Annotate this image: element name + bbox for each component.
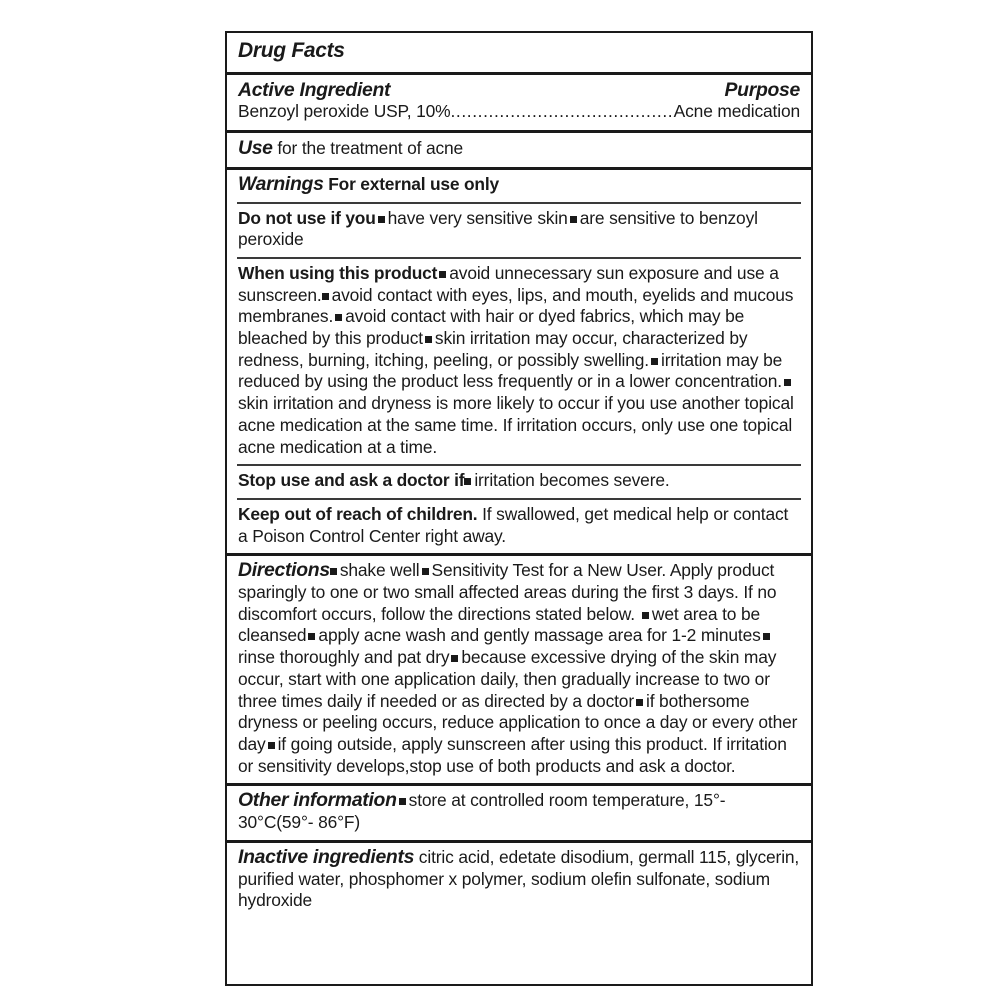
active-ingredient-headings xyxy=(238,80,800,102)
when-using-item: avoid unnecessary sun exposure and use a sunscreen. xyxy=(238,262,779,305)
square-bullet-icon xyxy=(642,612,649,619)
directions-item: because excessive drying of the skin may occur, start with one application daily, then gradually increase to two or three times daily if needed or as directed by a doctor xyxy=(238,647,777,711)
drug-facts-title-section xyxy=(227,33,811,72)
other-information-section xyxy=(227,786,811,839)
square-bullet-icon xyxy=(335,314,342,321)
purpose-value: Acne medication xyxy=(673,101,800,122)
square-bullet-icon xyxy=(399,798,406,805)
inactive-ingredients-heading: Inactive ingredients xyxy=(238,845,415,868)
directions-item: Sensitivity Test for a New User. Apply product sparingly to one or two small affected areas during the first 3 days. If no discomfort occurs, follow the directions stated below. xyxy=(238,560,777,624)
inactive-ingredients-text: citric acid, edetate disodium, germall 115, glycerin, purified water, phosphomer x polymer, sodium olefin sulfonate, sodium hydroxide xyxy=(238,846,800,911)
square-bullet-icon xyxy=(784,379,791,386)
square-bullet-icon xyxy=(636,699,643,706)
dot-leader xyxy=(450,101,672,123)
square-bullet-icon xyxy=(322,293,329,300)
stop-use-item: irritation becomes severe. xyxy=(474,470,670,491)
warnings-external-use-text: For external use only xyxy=(323,173,499,194)
active-ingredient-heading: Active Ingredient xyxy=(238,78,391,101)
square-bullet-icon xyxy=(378,216,385,223)
square-bullet-icon xyxy=(651,358,658,365)
directions-item: shake well xyxy=(339,560,420,581)
when-using-item: skin irritation and dryness is more likely to occur if you use another topical acne medication at the same time. If irritation occurs, only use one topical acne medication at a time. xyxy=(238,393,794,457)
square-bullet-icon xyxy=(308,633,315,640)
page-title: Drug Facts xyxy=(238,39,345,62)
square-bullet-icon xyxy=(439,271,446,278)
do-not-use-heading: Do not use if you xyxy=(238,207,376,228)
when-using-item: irritation may be reduced by using the product less frequently or in a lower concentration. xyxy=(238,349,783,392)
other-information-heading: Other information xyxy=(238,789,397,812)
active-ingredient-section xyxy=(227,75,811,130)
when-using-heading: When using this product xyxy=(238,262,438,283)
directions-item: if going outside, apply sunscreen after using this product. If irritation or sensitivity develops,stop use of both products and ask a doctor. xyxy=(238,733,787,776)
active-ingredient-row xyxy=(238,101,800,123)
square-bullet-icon xyxy=(763,633,770,640)
do-not-use-item: have very sensitive skin xyxy=(387,207,568,228)
directions-heading: Directions xyxy=(238,559,330,582)
directions-item: apply acne wash and gently massage area for 1-2 minutes xyxy=(318,625,761,646)
square-bullet-icon xyxy=(464,478,471,485)
when-using-section xyxy=(227,259,811,464)
keep-out-of-reach-heading: Keep out of reach of children. xyxy=(238,503,478,524)
directions-section xyxy=(227,556,811,783)
do-not-use-item: are sensitive to benzoyl peroxide xyxy=(238,207,758,250)
warnings-heading: Warnings xyxy=(238,172,324,195)
directions-item: rinse thoroughly and pat dry xyxy=(238,647,450,668)
square-bullet-icon xyxy=(422,568,429,575)
drug-facts-label xyxy=(225,31,813,986)
inactive-ingredients-section xyxy=(227,843,811,918)
square-bullet-icon xyxy=(268,742,275,749)
keep-out-of-reach-text: If swallowed, get medical help or contact a Poison Control Center right away. xyxy=(238,503,789,546)
active-ingredient-value: Benzoyl peroxide USP, 10% xyxy=(238,101,451,122)
use-text: for the treatment of acne xyxy=(272,138,464,159)
when-using-item: avoid contact with eyes, lips, and mouth, eyelids and mucous membranes. xyxy=(238,284,794,327)
square-bullet-icon xyxy=(330,568,337,575)
when-using-item: skin irritation may occur, characterized by redness, burning, itching, peeling, or possibly swelling. xyxy=(238,328,748,370)
square-bullet-icon xyxy=(425,336,432,343)
directions-item: wet area to be cleansed xyxy=(238,603,761,646)
other-information-item: store at controlled room temperature, 15°- 30°C(59°- 86°F) xyxy=(238,790,726,833)
stop-use-heading: Stop use and ask a doctor if xyxy=(238,470,465,491)
square-bullet-icon xyxy=(451,655,458,662)
warnings-heading-row xyxy=(227,170,811,202)
do-not-use-section xyxy=(227,204,811,257)
directions-item: if bothersome dryness or peeling occurs, reduce application to once a day or every other day xyxy=(238,690,798,754)
when-using-item: avoid contact with hair or dyed fabrics, which may be bleached by this product xyxy=(238,306,745,349)
stop-use-section xyxy=(227,466,811,498)
use-heading: Use xyxy=(238,137,273,160)
square-bullet-icon xyxy=(570,216,577,223)
use-section xyxy=(227,133,811,167)
keep-out-of-reach-section xyxy=(227,500,811,553)
purpose-heading: Purpose xyxy=(724,78,800,101)
